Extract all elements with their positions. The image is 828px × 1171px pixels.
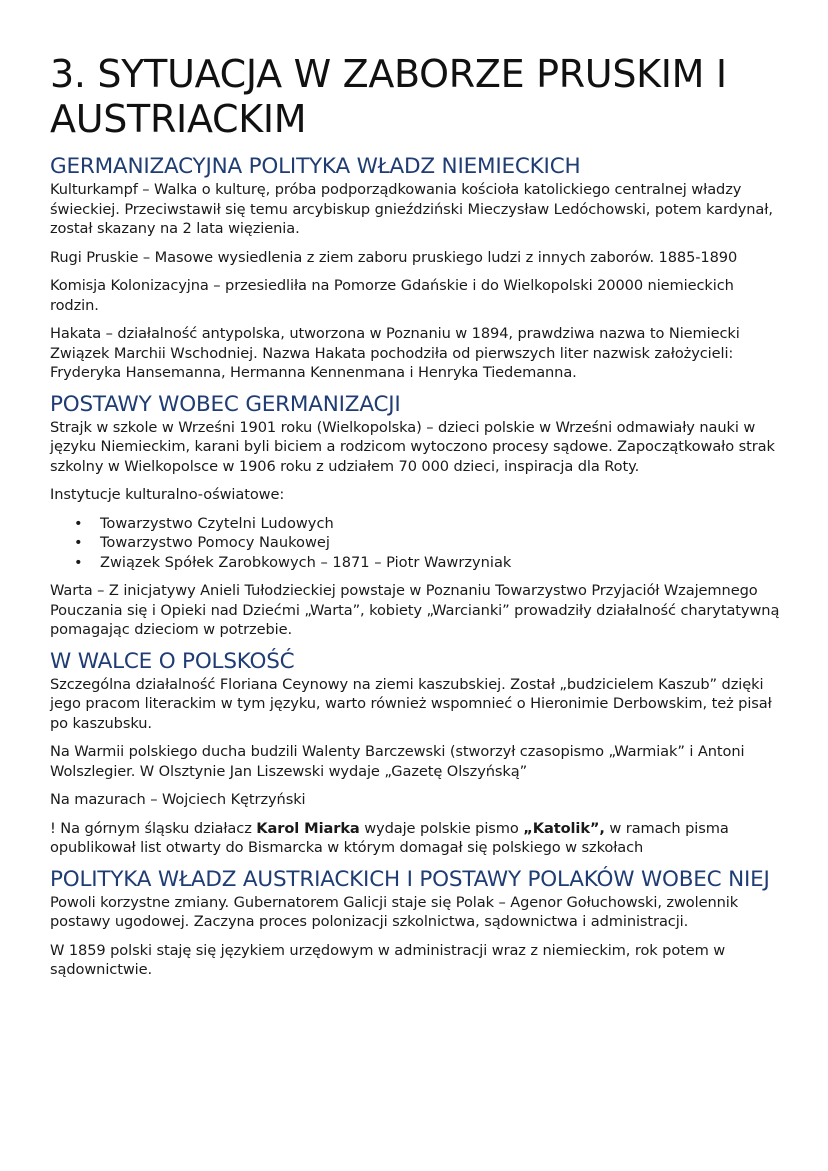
paragraph: Rugi Pruskie – Masowe wysiedlenia z ziem zaboru pruskiego ludzi z innych zaborów. 1885-1890 — [50, 248, 738, 266]
list-item-text: Związek Spółek Zarobkowych – 1871 – Piotr Wawrzyniak — [100, 553, 512, 571]
text-run: ! Na górnym śląsku działacz — [50, 819, 257, 837]
bullet-icon: • — [74, 553, 83, 571]
list-item — [74, 553, 785, 573]
section-austrian-policy — [50, 867, 785, 980]
section-attitudes — [50, 392, 785, 640]
paragraph: Hakata – działalność antypolska, utworzona w Poznaniu w 1894, prawdziwa nazwa to Niemiecki Związek Marchii Wschodniej. Nazwa Hakata pochodziła od pierwszych liter nazwisk założycieli: Fryderyka Hansemanna, Hermanna Kennenmana i Henryka Tiedemanna. — [50, 325, 740, 381]
section-heading: POSTAWY WOBEC GERMANIZACJI — [50, 391, 401, 417]
paragraph: Na mazurach – Wojciech Kętrzyński — [50, 791, 306, 808]
text-run: wydaje polskie pismo — [359, 819, 524, 837]
section-heading: GERMANIZACYJNA POLITYKA WŁADZ NIEMIECKICH — [50, 154, 581, 179]
section-germanization-policy — [50, 154, 785, 383]
paragraph: Instytucje kulturalno-oświatowe: — [50, 486, 285, 503]
paragraph: Szczególna działalność Floriana Ceynowy na ziemi kaszubskiej. Został „budzicielem Kaszub” dzięki jego pracom literackim w tym języku, warto również wspomnieć o Hieronimie Derbowskim, też pisał po kaszubsku. — [50, 675, 772, 732]
document-page — [50, 52, 785, 989]
paragraph-rich — [50, 819, 785, 858]
paragraph: Warta – Z inicjatywy Anieli Tułodzieckiej powstaje w Poznaniu Towarzystwo Przyjaciół Wzajemnego Pouczania się i Opieki nad Dziećmi „Warta”, kobiety „Warcianki” prowadziły działalność charytatywną pomagając dzieciom w potrzebie. — [50, 582, 780, 638]
paragraph: Kulturkampf – Walka o kulturę, próba podporządkowania kościoła katolickiego centralnej władzy świeckiej. Przeciwstawił się temu arcybiskup gnieździński Mieczysław Ledóchowski, potem kardynał, został skazany na 2 lata więzienia. — [50, 181, 773, 237]
paragraph: Na Warmii polskiego ducha budzili Walenty Barczewski (stworzył czasopismo „Warmiak” i Antoni Wolszlegier. W Olsztynie Jan Liszewski wydaje „Gazetę Olszyńską” — [50, 743, 745, 780]
text-run: w ramach pisma opublikował list otwarty do Bismarcka w którym domagał się polskiego w szkołach — [50, 819, 729, 856]
bullet-icon: • — [74, 534, 83, 551]
institutions-list — [50, 514, 785, 573]
paragraph: Komisja Kolonizacyjna – przesiedliła na Pomorze Gdańskie i do Wielkopolski 20000 niemieckich rodzin. — [50, 277, 734, 314]
section-fight-for-polishness — [50, 649, 785, 858]
list-item — [74, 533, 785, 553]
paragraph: W 1859 polski staję się językiem urzędowym w administracji wraz z niemieckim, rok potem w sądownictwie. — [50, 941, 726, 978]
bold-title: „Katolik”, — [523, 819, 605, 837]
list-item — [74, 514, 785, 534]
page-title: 3. SYTUACJA W ZABORZE PRUSKIM I AUSTRIACKIM — [50, 52, 727, 141]
bullet-icon: • — [74, 514, 83, 532]
bold-name: Karol Miarka — [256, 819, 360, 837]
list-item-text: Towarzystwo Czytelni Ludowych — [100, 514, 334, 532]
section-heading: W WALCE O POLSKOŚĆ — [50, 648, 295, 674]
list-item-text: Towarzystwo Pomocy Naukowej — [100, 534, 330, 551]
section-heading: POLITYKA WŁADZ AUSTRIACKICH I POSTAWY POLAKÓW WOBEC NIEJ — [50, 866, 770, 892]
paragraph: Powoli korzystne zmiany. Gubernatorem Galicji staje się Polak – Agenor Gołuchowski, zwolennik postawy ugodowej. Zaczyna proces polonizacji szkolnictwa, sądownictwa i administracji. — [50, 893, 739, 930]
paragraph: Strajk w szkole w Wrześni 1901 roku (Wielkopolska) – dzieci polskie w Wrześni odmawiały nauki w języku Niemieckim, karani byli biciem a rodzicom wytoczono procesy sądowe. Zapoczątkowało strak szkolny w Wielkopolsce w 1906 roku z udziałem 70 000 dzieci, inspiracja dla Roty. — [50, 418, 775, 475]
